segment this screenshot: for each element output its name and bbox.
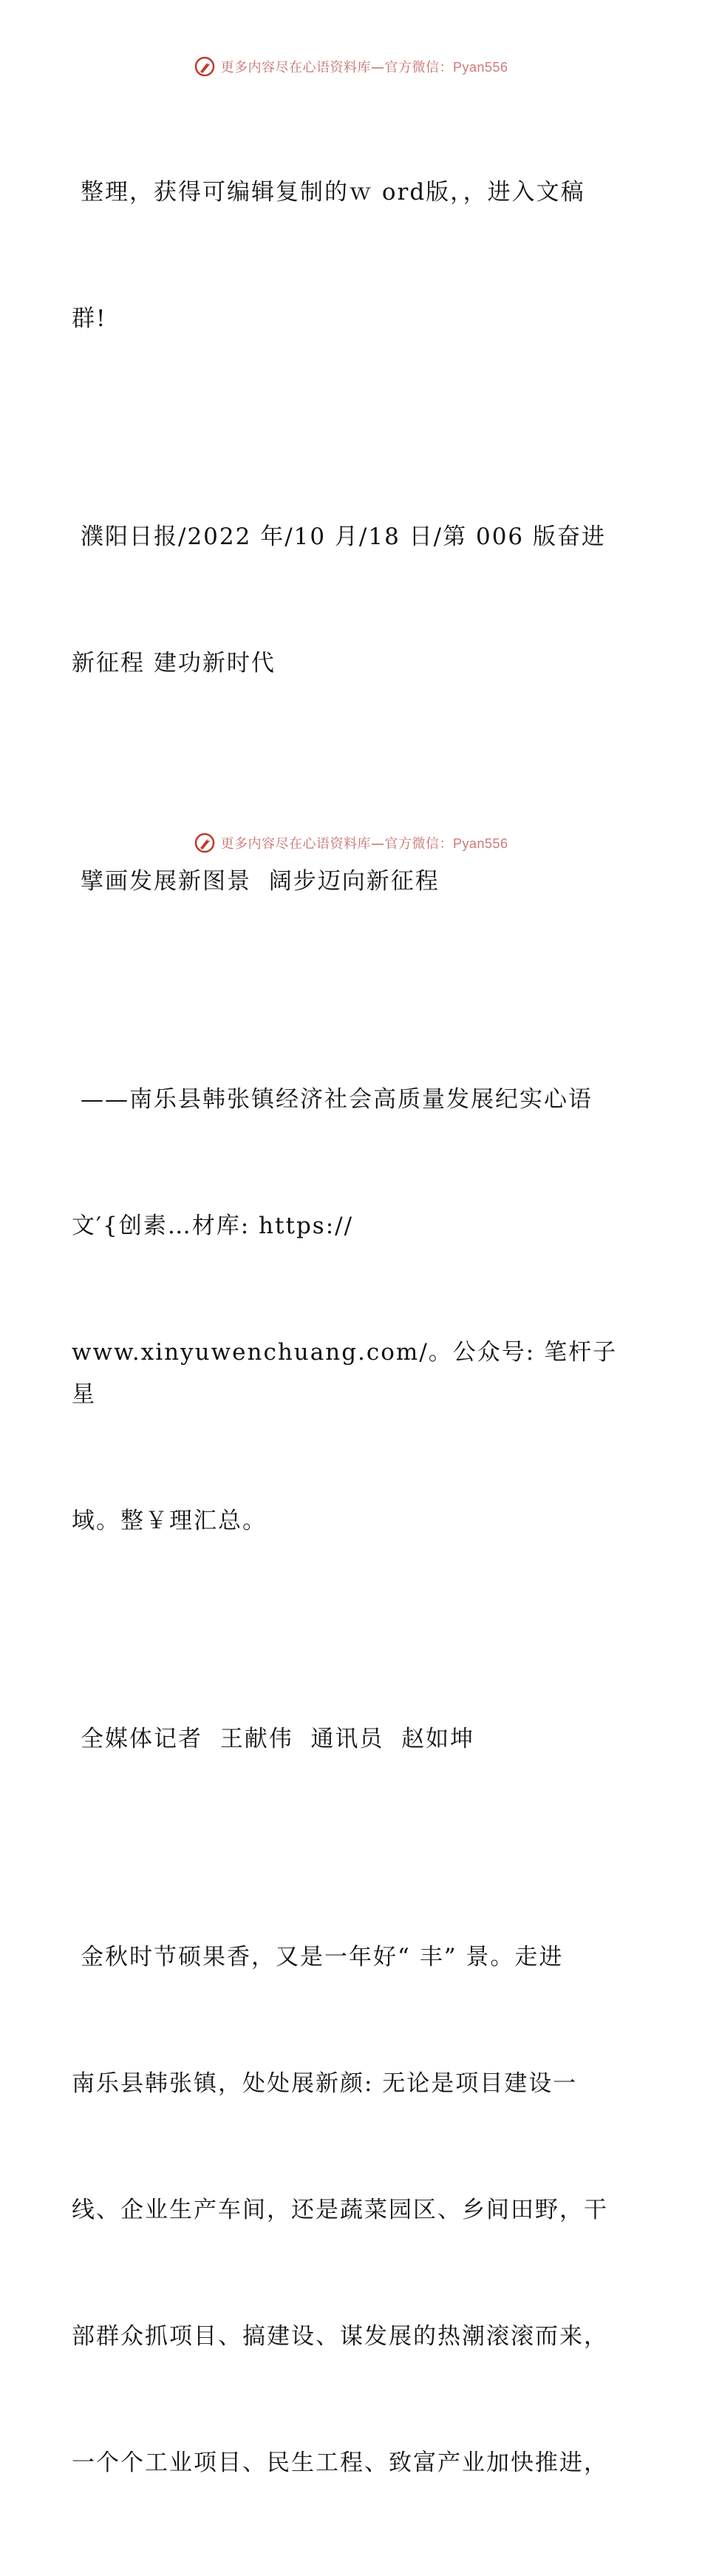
paragraph-intro bbox=[72, 87, 633, 424]
banner-text bbox=[220, 833, 508, 853]
text-line: 擘画发展新图景 阔步迈向新征程 bbox=[81, 868, 440, 895]
text-line: www.xinyuwenchuang.com/。公众号: 笔杆子星 bbox=[72, 1339, 618, 1408]
banner-dash: — bbox=[370, 60, 385, 75]
paragraph-byline bbox=[72, 1634, 633, 1845]
text-line: 新征程 建功新时代 bbox=[72, 650, 276, 677]
text-line: 文′{创素…材库: https:// bbox=[72, 1213, 354, 1239]
text-line: 域。整￥理汇总。 bbox=[72, 1508, 267, 1534]
banner-wechat-id: Pyan556 bbox=[452, 836, 508, 851]
text-line: 南乐县韩张镇，处处展新颜: 无论是项目建设一 bbox=[72, 2070, 578, 2097]
text-line: 全媒体记者 王献伟 通讯员 赵如坤 bbox=[81, 1726, 475, 1752]
text-line: 一个个工业项目、民生工程、致富产业加快推进， bbox=[72, 2450, 608, 2476]
text-line: 整理，获得可编辑复制的ｗ ord版，，进入文稿 bbox=[81, 179, 585, 206]
pen-nib-logo-icon bbox=[194, 55, 216, 78]
text-line: 部群众抓项目、搞建设、谋发展的热潮滚滚而来， bbox=[72, 2323, 608, 2350]
paragraph-subtitle bbox=[72, 994, 633, 1627]
pen-nib-logo-icon bbox=[194, 832, 216, 854]
paragraph-headline bbox=[72, 776, 633, 987]
text-line: 金秋时节硕果香，又是一年好“ 丰” 景。走进 bbox=[81, 1944, 564, 1970]
banner-official: 官方微信： bbox=[384, 836, 453, 852]
document-body bbox=[72, 87, 633, 2576]
text-line: 群! bbox=[72, 305, 107, 332]
banner-dash: — bbox=[370, 836, 385, 852]
footer-banner bbox=[0, 828, 702, 858]
header-banner bbox=[0, 52, 702, 81]
text-line: 线、企业生产车间，还是蔬菜园区、乡间田野，干 bbox=[72, 2197, 608, 2223]
banner-text bbox=[220, 57, 508, 76]
paragraph-body bbox=[72, 1852, 633, 2569]
text-line: 濮阳日报/2022 年/10 月/18 日/第 006 版奋进 bbox=[81, 523, 607, 550]
banner-wechat-id: Pyan556 bbox=[452, 60, 508, 75]
paragraph-source bbox=[72, 432, 633, 769]
banner-promo: 更多内容尽在心语资料库 bbox=[220, 836, 371, 852]
banner-promo: 更多内容尽在心语资料库 bbox=[220, 60, 371, 75]
text-line: ——南乐县韩张镇经济社会高质量发展纪实心语 bbox=[81, 1086, 593, 1113]
banner-official: 官方微信： bbox=[384, 60, 453, 75]
